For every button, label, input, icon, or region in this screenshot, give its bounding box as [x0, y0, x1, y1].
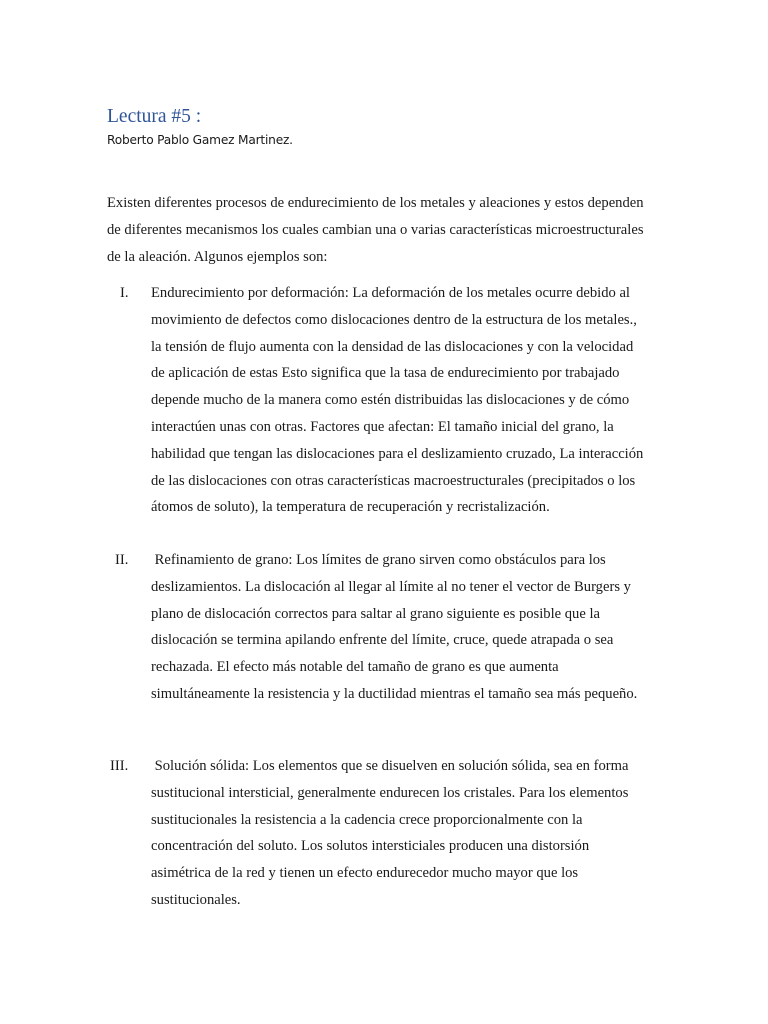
text-line: simultáneamente la resistencia y la ductilidad mientras el tamaño sea más pequeño.	[151, 685, 638, 702]
text-line: dislocación se termina apilando enfrente del límite, cruce, quede atrapada o sea	[151, 632, 614, 649]
author-name: Roberto Pablo Gamez Martinez.	[107, 133, 293, 147]
list-item-text	[151, 280, 681, 521]
text-line: concentración del soluto. Los solutos intersticiales producen una distorsión	[151, 838, 590, 855]
text-line: la tensión de flujo aumenta con la densidad de las dislocaciones y con la velocidad	[151, 338, 634, 355]
text-line: átomos de soluto), la temperatura de recuperación y recristalización.	[151, 499, 550, 516]
list-numeral: III.	[110, 758, 129, 774]
text-line: de aplicación de estas Esto significa que la tasa de endurecimiento por trabajado	[151, 365, 620, 382]
text-line: plano de dislocación correctos para saltar al grano siguiente es posible que la	[151, 605, 601, 622]
text-line: habilidad que tengan las dislocaciones para el deslizamiento cruzado, La interacción	[151, 445, 644, 462]
list-numeral: I.	[120, 285, 129, 301]
text-line: Solución sólida: Los elementos que se disuelven en solución sólida, sea en forma	[151, 758, 629, 774]
document-title: Lectura #5 :	[107, 106, 202, 127]
text-line: rechazada. El efecto más notable del tamaño de grano es que aumenta	[151, 659, 559, 676]
text-line: deslizamientos. La dislocación al llegar al límite al no tener el vector de Burgers y	[151, 578, 631, 595]
list-item-text	[151, 753, 681, 914]
text-line: movimiento de defectos como dislocaciones dentro de la estructura de los metales.,	[151, 311, 637, 328]
list-item-text	[151, 547, 681, 708]
text-line: de las dislocaciones con otras características macroestructurales (precipitados o los	[151, 472, 636, 489]
text-line: sustitucionales la resistencia a la cadencia crece proporcionalmente con la	[151, 811, 583, 828]
intro-line: de la aleación. Algunos ejemplos son:	[107, 248, 328, 265]
text-line: Endurecimiento por deformación: La deformación de los metales ocurre debido al	[151, 285, 630, 301]
text-line: interactúen unas con otras. Factores que afectan: El tamaño inicial del grano, la	[151, 418, 614, 435]
text-line: sustitucional intersticial, generalmente endurecen los cristales. Para los elementos	[151, 784, 629, 801]
text-line: asimétrica de la red y tienen un efecto endurecedor mucho mayor que los	[151, 865, 579, 882]
text-line: depende mucho de la manera como estén distribuidas las dislocaciones y de cómo	[151, 392, 630, 409]
text-line: Refinamiento de grano: Los límites de grano sirven como obstáculos para los	[151, 552, 606, 568]
intro-paragraph	[107, 190, 667, 270]
list-numeral: II.	[115, 552, 129, 568]
text-line: sustitucionales.	[151, 891, 241, 908]
intro-line: de diferentes mecanismos los cuales cambian una o varias características microestructurales	[107, 221, 644, 238]
intro-line: Existen diferentes procesos de endurecimiento de los metales y aleaciones y estos dependen	[107, 195, 644, 211]
